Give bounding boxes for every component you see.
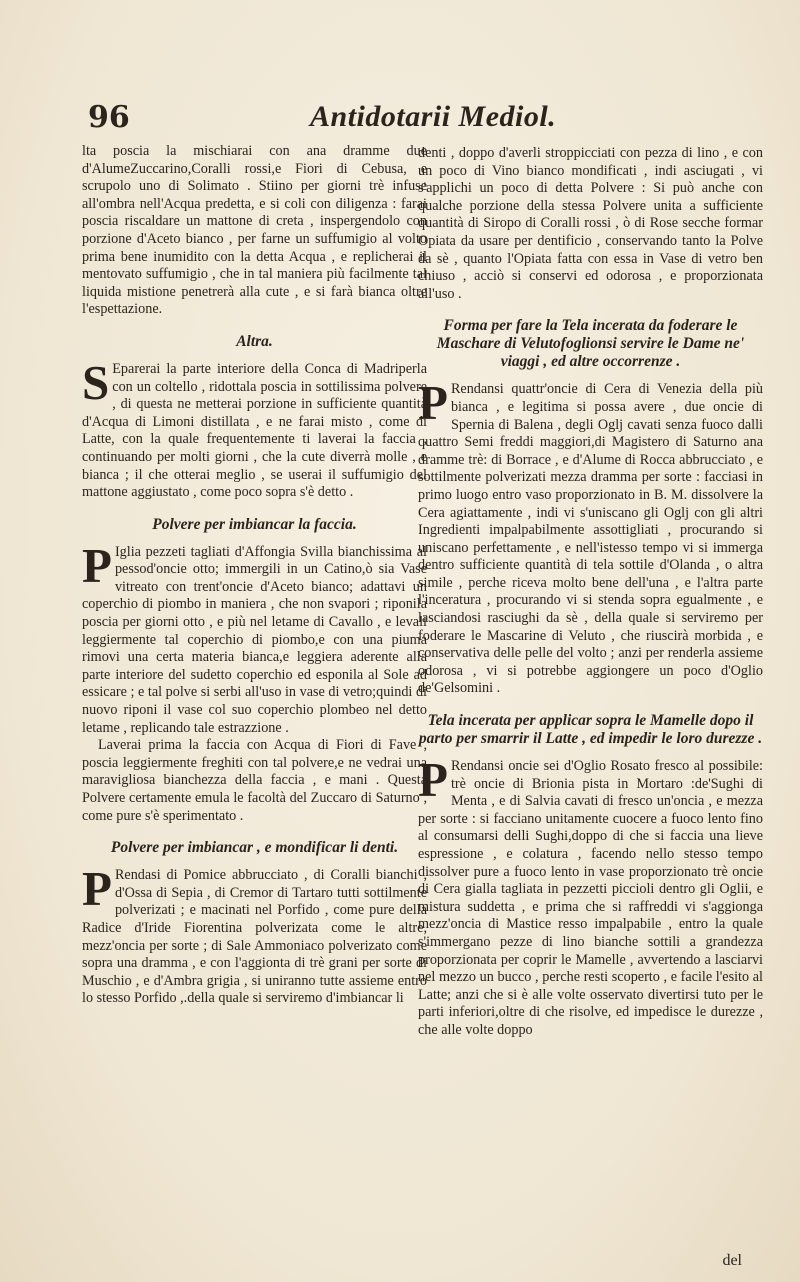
paragraph-tela-maschare [418, 375, 763, 698]
section-heading-tela-mamelle: Tela incerata per applicar sopra le Mamelle dopo il parto per smarrir il Latte , ed impedir le loro durezze . [418, 712, 763, 748]
paragraph-polvere-denti [82, 861, 427, 1008]
section-heading-tela-maschare: Forma per fare la Tela incerata da foderare le Maschare di Velutofoglionsi servire le Dame ne' viaggi , ed altre occorrenze . [436, 317, 745, 371]
paragraph-denti-continuation: denti , doppo d'averli stroppicciati con pezza di lino , e con un poco di Vino bianco mondificati , indi asciugati , vi s'applichi un poco di detta Polvere : Si può anche con qualche porzione della stessa Polvere unita a sufficiente quantità di Siropo di Coralli rossi , ò di Rose secche formar Opiata da usare per dentificio , conservando tanto la Polve da sè , quanto l'Opiata fatta con essa in Vase di vetro ben chiuso , acciò si conservi ed odorosa , e proporzionata all'uso . [418, 145, 763, 302]
running-head: Antidotarii Mediol. [310, 100, 557, 133]
paragraph-continuation: lta poscia la mischiarai con ana dramme due d'AlumeZuccarino,Coralli rossi,e Fiori di Cebusa, e scrupolo uno di Solimato . Stiino per giorni trè infuse all'ombra nell'Acqua predetta, e si coli con diligenza : farai poscia riscaldare un mattone di creta , inspergendolo con porzione d'Aceto bianco , per farne un suffumigio al volto prima bene inumidito con la detta Acqua , e replicherai il mentovato suffumigio , che in tal maniera più facilmente tal liquida mistione penetrerà alla cute , e si farà bianca oltre l'espettazione. [82, 143, 427, 318]
right-column [418, 145, 763, 1040]
paragraph-text: Rendasi di Pomice abbrucciato , di Coralli bianchi , d'Ossa di Sepia , di Cremor di Tartaro tutti sottilmente polverizati ; e macinati nel Porfido , come pure della Radice d'Iride Fiorentina polverizata come le altre, mezz'oncia per sorte ; di Sale Ammoniaco polverizato come sopra una dramma , e con l'aggionta di trè grani per sorte di Muschio , e d'Ambra grigia , si uniranno tutte assieme entro lo stesso Porfido ,.della quale si serviremo d'imbiancar li [82, 867, 427, 1007]
section-heading-polvere-faccia: Polvere per imbiancar la faccia. [152, 515, 357, 533]
drop-cap: P [418, 752, 448, 808]
paragraph-tela-mamelle [418, 752, 763, 1040]
drop-cap: P [82, 537, 112, 593]
drop-cap: P [82, 861, 112, 917]
catchword: del [722, 1252, 742, 1269]
section-heading-altra: Altra. [236, 332, 273, 350]
paragraph-text: Rendansi oncie sei d'Oglio Rosato fresco al possibile: trè oncie di Brionia pista in Mortaro :de'Sughi di Menta , e di Salvia cavati di fresco un'oncia , e mezza per sorte : si facciano unitamente cuocere a fuoco lento fino al consumarsi delli Sughi,doppo di che si faccia una lieve espressione , e colatura , facendo nello stesso tempo dissolver pure a fuoco lento in vase proporzionato trè oncie di Cera gialla tagliata in pezzetti piccioli dentro gli Oglii, e mistura suddetta , e prima che si raffreddi vi s'aggionga mezz'oncia di Mastice resso impalpabile , entro la quale s'immergano pezze di lino bianche sottili a grandezza proporzionata per coprir le Mamelle , avvertendo a lasciarvi nel mezzo un bucco , perche resti scoperto , e facile l'esito al Latte; anzi che si è alle volte osservato divertirsi tuto per le parti inferiori,oltre di che risolve, ed impedisce le durezze , che alle volte doppo [418, 758, 763, 1038]
paragraph-altra [82, 354, 427, 502]
section-heading-polvere-denti: Polvere per imbiancar , e mondificar li denti. [110, 839, 399, 857]
drop-cap: S [82, 354, 110, 410]
page-header [60, 100, 760, 140]
paragraph-polvere-faccia [82, 537, 427, 738]
page-number: 96 [88, 100, 130, 135]
paragraph-text: Eparerai la parte interiore della Conca di Madriperla con un coltello , ridottala poscia in sottilissima polvere , di questa ne metterai porzione in sufficiente quantità d'Acqua di Limoni distillata , e ne farai misto , come di Latte, con la quale frequentemente ti laverai la faccia , continuando per molti giorni , che la cute diverrà molle , e bianca ; il che otterai meglio , se userai il suffumigio del mattone aggiustato , come poco sopra s'è detto . [82, 360, 427, 501]
left-column [82, 143, 427, 1008]
drop-cap: P [418, 375, 448, 431]
paragraph-laverai: Laverai prima la faccia con Acqua di Fiori di Fave , poscia leggiermente freghiti con tal polvere,e ne vedrai una maravigliosa bianchezza della faccia , e mani . Questa Polvere certamente emula le facoltà del Zuccaro di Saturno , come pure s'è sperimentato . [82, 737, 427, 824]
paragraph-text: Rendansi quattr'oncie di Cera di Venezia della più bianca , e legitima si possa avere , due oncie di Spernia di Balena , degli Oglj cavati senza fuoco dalli quattro Semi freddi maggiori,di Magistero di Saturno ana dramme trè: di Borrace , e d'Alume di Rocca abbrucciato , e sottilmente polverizati mezza dramma per sorte : facciasi in primo luogo entro vaso proporzionato in B. M. dissolvere la Cera agiattamente , indi vi s'uniscano gli Oglj con gli altri Ingredienti impalpabilmente assottigliati , procurando si uniscano perfettamente , e nell'istesso tempo vi si immerga dentro sufficiente quantità di tela sottile d'Olanda , o altra simile , perche riceva molto bene dell'una , e l'altra parte l'inceratura , procurando vi si stenda sopra egualmente , e lasciandosi rasciughi da sè , della quale si serviremo per foderare le Mascarine di Veluto , che riuscirà morbida , e conservativa delle pelle del volto ; anzi per renderla assieme odorosa , vi si potrebbe aggiongere un poco d'Oglio de'Gelsomini . [418, 381, 763, 697]
paragraph-text: Iglia pezzeti tagliati d'Affongia Svilla bianchissima al pessod'oncie otto; immergili in un Catino,ò sia Vase vitreato con trent'oncie d'Aceto bianco; adattavi un coperchio di piombo in maniera , che non svapori ; riponila poscia per giorni otto , e più nel letame di Cavallo , e levali leggiermente tal coperchio di piombo,e con una piuma rimovi una certa materia bianca,e leggiera aderente alla parte interiore del sudetto coperchio ed esponila al Sole ad essicare ; e tal polve si serbi all'uso in vase di vetro;quindi di nuovo riponi il vase col suo coperchio plombeo nel detto letame , replicando tale estrazzione . [82, 543, 427, 736]
